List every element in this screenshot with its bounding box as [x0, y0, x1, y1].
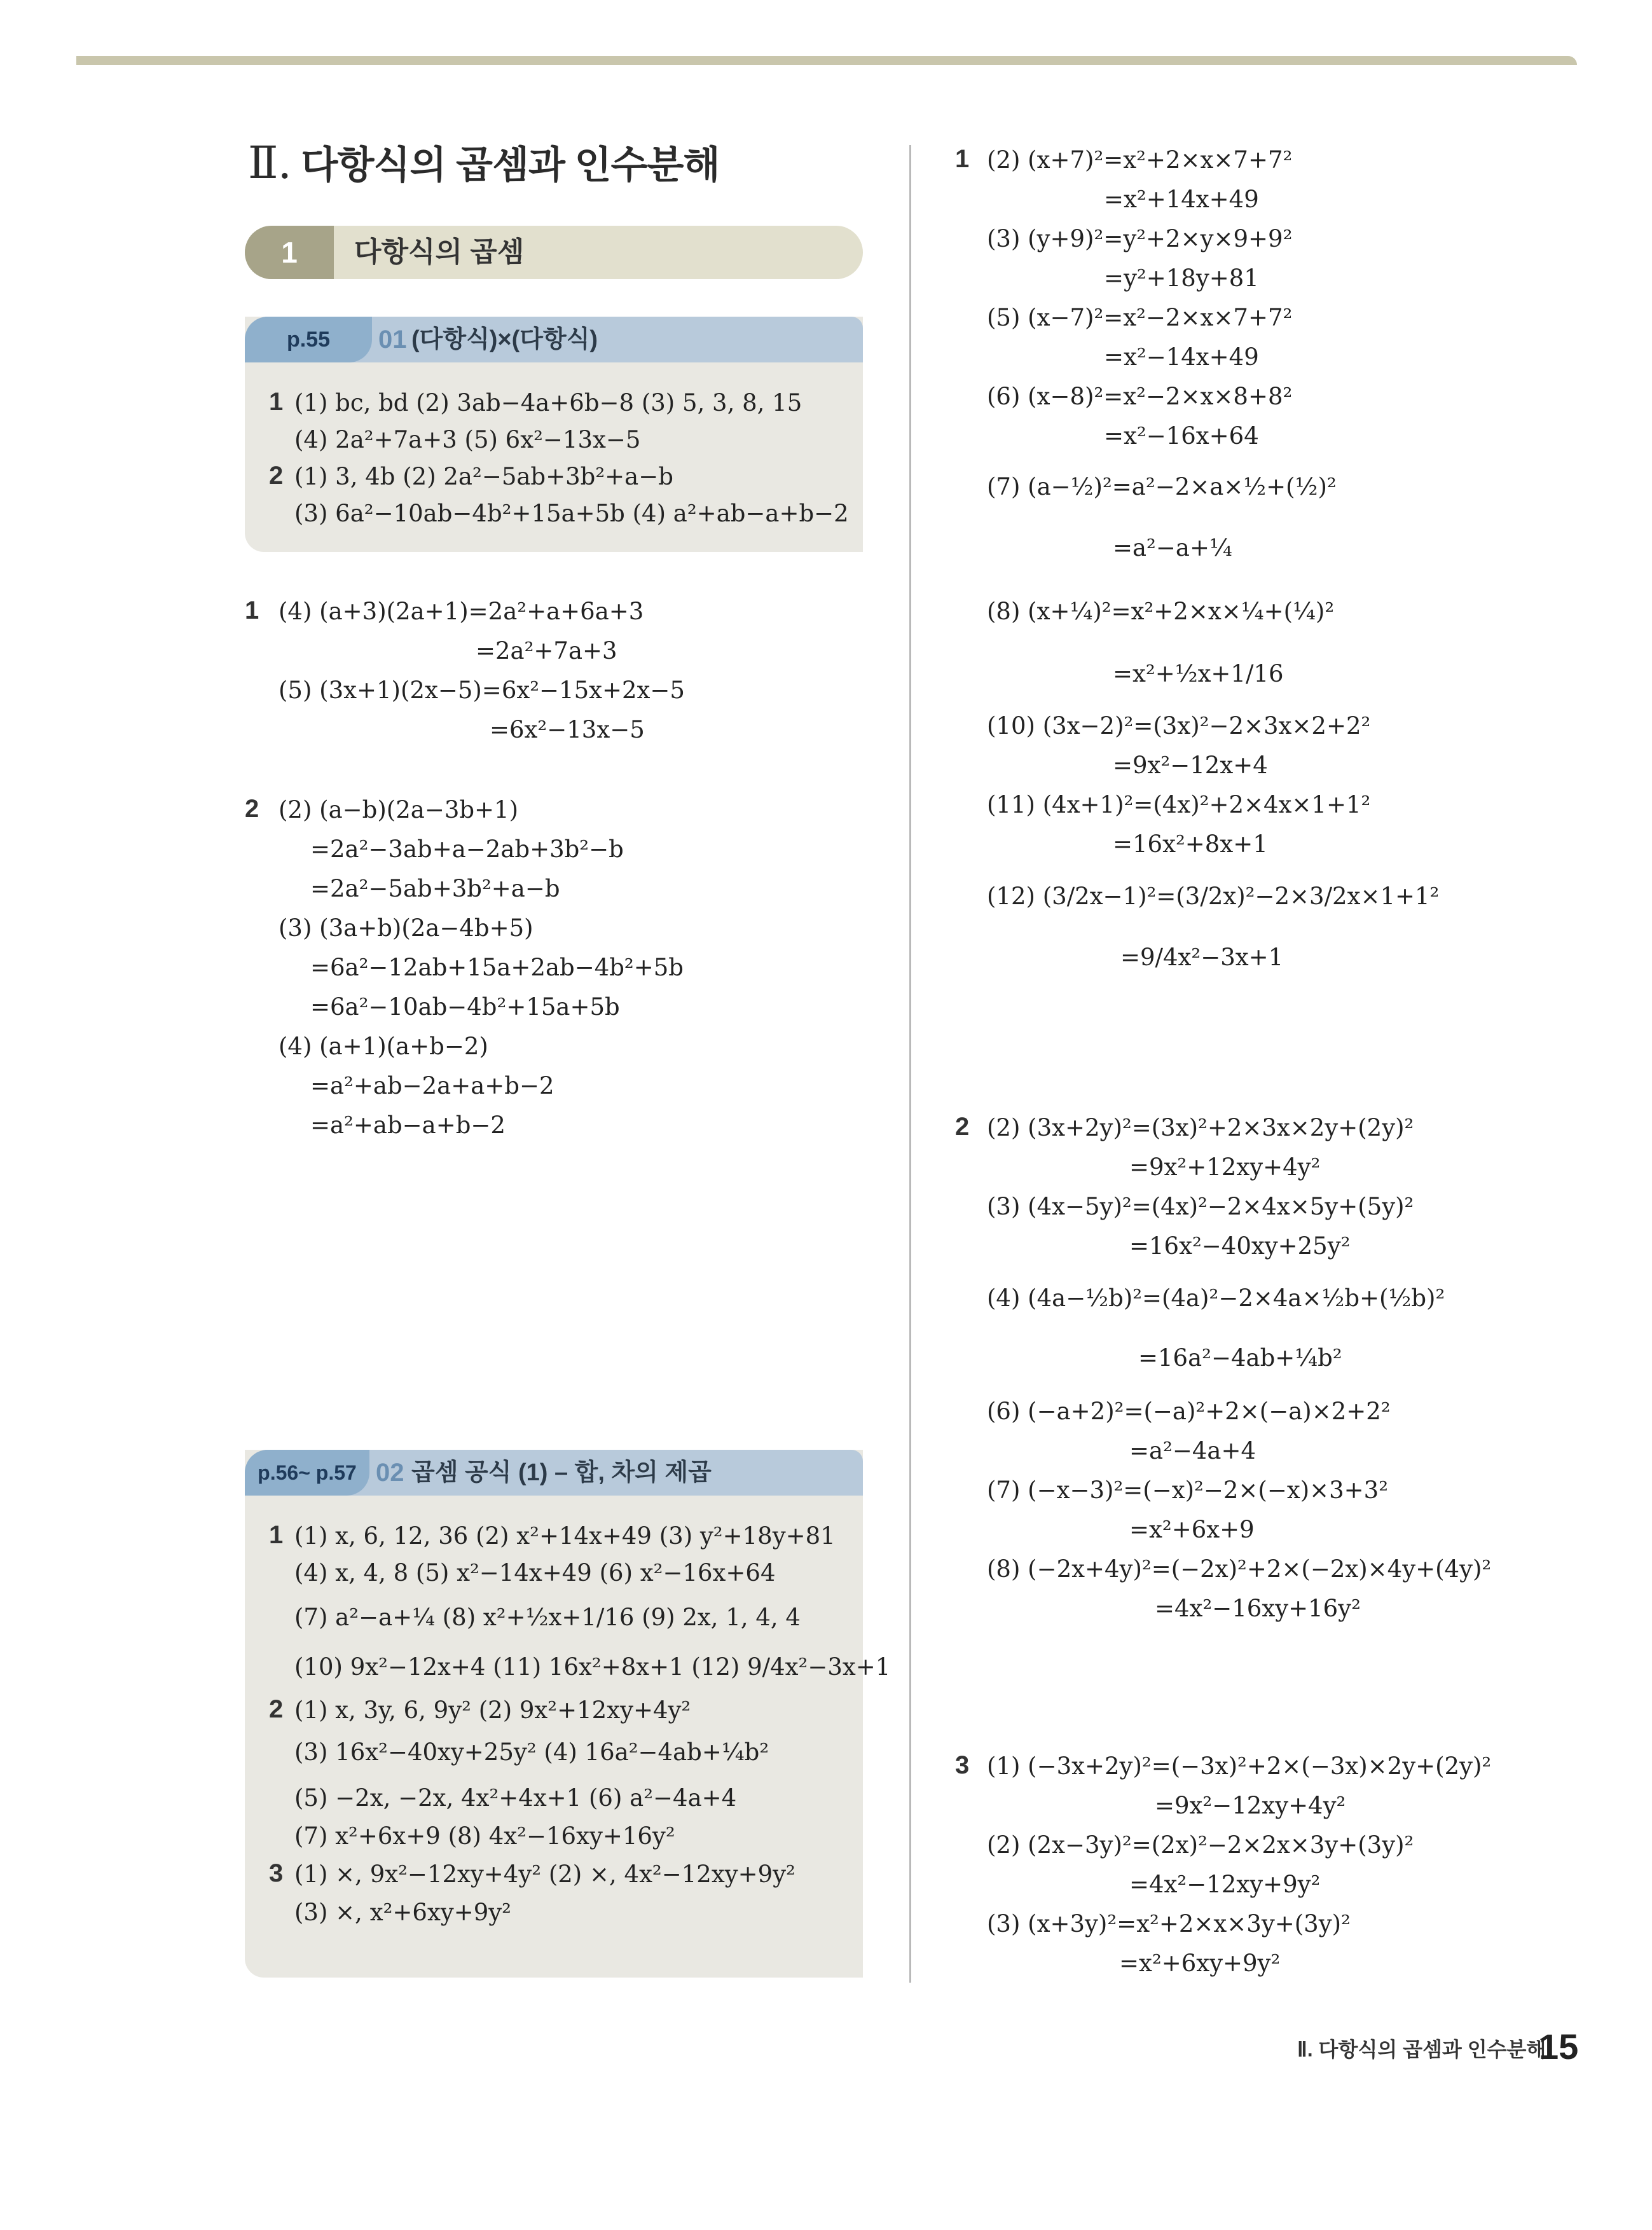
answer-line: (1) x, 6, 12, 36 (2) x²+14x+49 (3) y²+18y+81: [294, 1522, 836, 1550]
solution-line: (3) (x+3y)²=x²+2×x×3y+(3y)²: [987, 1910, 1351, 1937]
solution-number: 3: [955, 1751, 970, 1779]
solution-line: =2a²+7a+3: [476, 637, 617, 664]
answer-box-01-code: 01: [378, 326, 407, 354]
answer-line: (1) bc, bd (2) 3ab−4a+6b−8 (3) 5, 3, 8, 15: [294, 389, 802, 416]
solution-line: =9/4x²−3x+1: [1120, 944, 1284, 971]
solution-line: =x²−16x+64: [1104, 422, 1259, 450]
answer-box-02-title: 곱셈 공식 (1) – 합, 차의 제곱: [411, 1459, 712, 1486]
solution-line: =2a²−3ab+a−2ab+3b²−b: [310, 836, 624, 863]
answer-number: 3: [269, 1859, 284, 1887]
solution-line: (6) (−a+2)²=(−a)²+2×(−a)×2+2²: [987, 1398, 1391, 1425]
solution-line: (4) (4a−½b)²=(4a)²−2×4a×½b+(½b)²: [987, 1284, 1445, 1312]
solution-line: (5) (3x+1)(2x−5)=6x²−15x+2x−5: [279, 677, 685, 704]
solution-line: (8) (−2x+4y)²=(−2x)²+2×(−2x)×4y+(4y)²: [987, 1555, 1492, 1583]
answer-line: (4) 2a²+7a+3 (5) 6x²−13x−5: [294, 426, 641, 453]
solution-line: =a²+ab−a+b−2: [310, 1112, 506, 1139]
answer-line: (3) ×, x²+6xy+9y²: [294, 1899, 511, 1926]
chapter-title-text: 다항식의 곱셈과 인수분해: [301, 144, 720, 186]
solution-line: (2) (3x+2y)²=(3x)²+2×3x×2y+(2y)²: [987, 1114, 1414, 1141]
solution-number: 2: [245, 795, 259, 823]
solution-line: =x²+6xy+9y²: [1119, 1950, 1281, 1977]
solution-line: =x²+6x+9: [1129, 1516, 1255, 1543]
answer-line: (7) x²+6x+9 (8) 4x²−16xy+16y²: [294, 1822, 675, 1850]
answer-box-01: [245, 317, 863, 552]
solution-line: (1) (−3x+2y)²=(−3x)²+2×(−3x)×2y+(2y)²: [987, 1752, 1492, 1780]
answer-line: (1) x, 3y, 6, 9y² (2) 9x²+12xy+4y²: [294, 1697, 691, 1724]
answer-line: (4) x, 4, 8 (5) x²−14x+49 (6) x²−16x+64: [294, 1559, 776, 1586]
solution-line: (12) (3/2x−1)²=(3/2x)²−2×3/2x×1+1²: [987, 883, 1440, 910]
solution-line: (4) (a+3)(2a+1)=2a²+a+6a+3: [279, 598, 644, 625]
solution-line: (2) (x+7)²=x²+2×x×7+7²: [987, 146, 1293, 174]
solution-line: =a²−4a+4: [1129, 1437, 1256, 1464]
solution-line: =9x²−12x+4: [1113, 752, 1268, 779]
solution-line: =a²+ab−2a+a+b−2: [310, 1072, 554, 1099]
solution-line: (7) (−x−3)²=(−x)²−2×(−x)×3+3²: [987, 1476, 1389, 1504]
solution-line: =9x²+12xy+4y²: [1129, 1153, 1321, 1181]
solution-line: =6a²−10ab−4b²+15a+5b: [310, 993, 620, 1021]
answer-box-02: [245, 1450, 891, 1978]
solution-line: =x²+½x+1/16: [1113, 660, 1284, 687]
section-number: 1: [245, 226, 334, 279]
solution-line: =4x²−16xy+16y²: [1155, 1595, 1361, 1622]
solution-line: (2) (a−b)(2a−3b+1): [279, 796, 519, 823]
solution-line: =6x²−13x−5: [490, 716, 645, 743]
answer-line: (3) 16x²−40xy+25y² (4) 16a²−4ab+¼b²: [294, 1738, 769, 1766]
answer-number: 1: [269, 1521, 284, 1549]
solution-line: =2a²−5ab+3b²+a−b: [310, 875, 560, 902]
solution-line: =4x²−12xy+9y²: [1129, 1871, 1321, 1898]
solution-line: (8) (x+¼)²=x²+2×x×¼+(¼)²: [987, 598, 1335, 625]
solution-line: (3) (y+9)²=y²+2×y×9+9²: [987, 225, 1293, 252]
solution-line: =x²−14x+49: [1104, 343, 1259, 371]
answer-number: 2: [269, 1695, 284, 1723]
answer-box-01-title: (다항식)×(다항식): [411, 326, 598, 353]
section-title: 다항식의 곱셈: [354, 237, 525, 268]
chapter-roman-numeral: Ⅱ.: [248, 137, 291, 189]
solution-line: (6) (x−8)²=x²−2×x×8+8²: [987, 383, 1293, 410]
solution-line: (5) (x−7)²=x²−2×x×7+7²: [987, 304, 1293, 331]
solution-line: (3) (3a+b)(2a−4b+5): [279, 914, 533, 942]
answer-line: (7) a²−a+¼ (8) x²+½x+1/16 (9) 2x, 1, 4, 4: [294, 1604, 801, 1631]
answer-line: (1) 3, 4b (2) 2a²−5ab+3b²+a−b: [294, 463, 673, 490]
solution-line: (11) (4x+1)²=(4x)²+2×4x×1+1²: [987, 791, 1371, 818]
answer-box-01-page: p.55: [245, 317, 372, 362]
answer-number: 1: [269, 388, 284, 416]
answer-line: (10) 9x²−12x+4 (11) 16x²+8x+1 (12) 9/4x²−3x+1: [294, 1653, 891, 1681]
answer-line: (3) 6a²−10ab−4b²+15a+5b (4) a²+ab−a+b−2: [294, 500, 849, 527]
solution-line: =a²−a+¼: [1113, 534, 1232, 561]
solution-line: =y²+18y+81: [1104, 265, 1259, 292]
solution-line: (4) (a+1)(a+b−2): [279, 1033, 488, 1060]
solution-line: (3) (4x−5y)²=(4x)²−2×4x×5y+(5y)²: [987, 1193, 1414, 1220]
solution-line: (2) (2x−3y)²=(2x)²−2×2x×3y+(3y)²: [987, 1831, 1414, 1859]
chapter-title: [248, 135, 719, 189]
page-number: 15: [1539, 2027, 1579, 2067]
answer-line: (5) −2x, −2x, 4x²+4x+1 (6) a²−4a+4: [294, 1784, 737, 1812]
answer-line: (1) ×, 9x²−12xy+4y² (2) ×, 4x²−12xy+9y²: [294, 1861, 795, 1888]
section-header: [245, 226, 863, 279]
solution-number: 1: [955, 145, 970, 173]
answer-box-02-code: 02: [376, 1459, 404, 1487]
footer-chapter: Ⅱ. 다항식의 곱셈과 인수분해: [1297, 2038, 1546, 2061]
solution-line: =16x²+8x+1: [1113, 830, 1268, 858]
solution-line: =16a²−4ab+¼b²: [1138, 1344, 1342, 1372]
column-divider: [909, 145, 911, 1983]
answer-box-02-page: p.56~ p.57: [245, 1450, 369, 1496]
solution-line: (10) (3x−2)²=(3x)²−2×3x×2+2²: [987, 712, 1371, 740]
answer-number: 2: [269, 462, 284, 490]
solution-number: 2: [955, 1113, 970, 1141]
solution-line: =9x²−12xy+4y²: [1155, 1792, 1346, 1819]
solution-line: =6a²−12ab+15a+2ab−4b²+5b: [310, 954, 684, 981]
solution-line: =16x²−40xy+25y²: [1129, 1232, 1351, 1260]
solution-number: 1: [245, 596, 259, 624]
solution-line: (7) (a−½)²=a²−2×a×½+(½)²: [987, 473, 1337, 500]
solution-line: =x²+14x+49: [1104, 186, 1259, 213]
top-decorative-bar: [76, 56, 1577, 65]
